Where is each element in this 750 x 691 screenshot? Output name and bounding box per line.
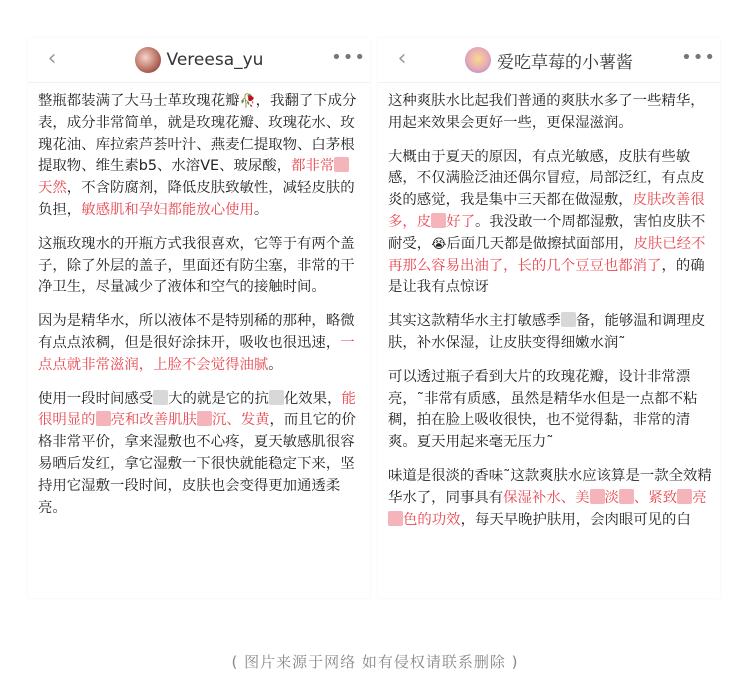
censored-char (677, 489, 692, 504)
censored-char (388, 511, 403, 526)
right-nav-bar (378, 38, 720, 83)
post-content (28, 83, 370, 519)
body-text: ，的确是让我有点惊讶 (388, 257, 705, 296)
emoji-icon: 😭 (431, 236, 447, 252)
highlight-text: 一点点就非常滋润，上脸不会觉得油腻 (38, 334, 355, 373)
paragraph (388, 367, 712, 454)
emoji-icon: 🥀 (239, 94, 256, 109)
censored-char (197, 411, 212, 426)
body-text: 。 (253, 201, 269, 218)
avatar[interactable] (465, 47, 491, 73)
highlight-text: 能很明显的 (38, 390, 356, 429)
paragraph (38, 311, 362, 376)
paragraph (388, 311, 712, 355)
body-text: ，我翻了下成分表，成分非常简单，就是玫瑰花瓣、玫瑰花水、玫瑰花油、库拉索芦荟叶汁、燕麦仁提取物、白茅根提取物、维生素b5、水溶VE、玻尿酸， (38, 93, 357, 175)
source-disclaimer: ( 图片来源于网络 如有侵权请联系删除 ) (231, 653, 519, 671)
body-text: 后面几天都是做擦拭面部用， (446, 235, 634, 252)
highlight-text: 亮 (692, 489, 707, 506)
paragraph (38, 389, 362, 520)
body-text: ，每天早晚护肤用，会肉眼可见的白 (460, 511, 691, 528)
body-text: ，而且它的价格非常平价，拿来湿敷也不心疼，夏天敏感肌很容易晒后发红，拿它湿敷一下很快就能稳定下来，坚持用它湿敷一段时间，皮肤也会变得更加通透柔亮。 (38, 412, 356, 516)
body-text: 。我没敢一个周都湿敷，害怕皮肤不耐受， (388, 213, 706, 252)
highlight-text: 淡 (604, 489, 619, 506)
censored-char (619, 489, 634, 504)
paragraph (38, 234, 362, 299)
more-dots-icon[interactable]: ••• (681, 47, 716, 68)
highlight-text: 色的功效 (403, 511, 461, 528)
censored-char (431, 213, 446, 228)
body-text: 整瓶都装满了大马士革玫瑰花瓣 (38, 93, 240, 109)
highlight-text: 都非常 (291, 158, 335, 175)
body-text: 味道是很淡的香味˜这款爽肤水应该算是一款全效精华水了，同事具有 (388, 467, 712, 506)
paragraph (388, 466, 712, 531)
censored-char (269, 390, 284, 405)
left-nav-bar (28, 38, 370, 83)
highlight-text: 、紧致 (633, 489, 678, 506)
highlight-text: 亮和改善肌肤 (110, 412, 197, 429)
username[interactable]: Vereesa_yu (166, 50, 264, 70)
username[interactable]: 爱吃草莓的小薯酱 (497, 52, 633, 73)
censored-char (96, 411, 111, 426)
body-text: 因为是精华水，所以液体不是特别稀的那种，略微有点点浓稠，但是很好涂抹开，吸收也很迅速， (38, 313, 355, 351)
censored-char (590, 489, 605, 504)
paragraph (388, 91, 712, 135)
body-text: 。 (268, 356, 283, 373)
highlight-text: 好了 (446, 213, 475, 230)
censored-char (153, 390, 168, 405)
highlight-text: 沉、发黄 (211, 412, 270, 429)
highlight-text: 敏感肌和孕妇都能放心使用 (81, 201, 254, 218)
more-dots-icon[interactable]: ••• (331, 47, 366, 68)
body-text: 可以透过瓶子看到大片的玫瑰花瓣，设计非常漂亮，˜非常有质感，虽然是精华水但是一点都不粘稠，拍在脸上吸收很快，也不觉得黏，非常的清爽。夏天用起来毫无压力˜ (388, 368, 698, 451)
highlight-text: 皮肤改善很多，皮 (388, 192, 705, 230)
body-text: 化效果， (283, 390, 342, 407)
body-text: 大概由于夏天的原因，有点光敏感，皮肤有些敏感，不仅满脸泛油还偶尔冒痘，局部泛红，有点皮炎的感觉，我是集中三天都在做湿敷， (388, 148, 705, 209)
right-post-panel (378, 38, 720, 598)
post-content (378, 83, 720, 531)
body-text: 这瓶玫瑰水的开瓶方式我很喜欢，它等于有两个盖子，除了外层的盖子，里面还有防尘塞，非常的干净卫生，尽量减少了液体和空气的接触时间。 (38, 235, 355, 296)
body-text: 大的就是它的抗 (168, 390, 269, 407)
chevron-left-icon[interactable]: ‹ (397, 46, 407, 71)
chevron-left-icon[interactable]: ‹ (47, 46, 57, 71)
censored-char (561, 312, 576, 327)
highlight-text: 皮肤已经不再那么容易出油了，长的几个豆豆也都消了 (388, 235, 706, 274)
avatar[interactable] (135, 47, 161, 73)
body-text: 使用一段时间感受 (38, 390, 154, 407)
body-text: 备，能够温和调理皮肤，补水保湿，让皮肤变得细嫩水润˜ (388, 313, 706, 351)
body-text: 这种爽肤水比起我们普通的爽肤水多了一些精华，用起来效果会更好一些，更保湿滋润。 (388, 93, 705, 131)
highlight-text: 保湿补水、美 (503, 489, 590, 506)
left-post-panel (28, 38, 370, 598)
body-text: ，不含防腐剂，降低皮肤致敏性，减轻皮肤的负担， (38, 180, 355, 218)
body-text: 其实这款精华水主打敏感季 (388, 313, 561, 330)
censored-char (334, 157, 349, 172)
highlight-text: 天然 (38, 180, 67, 197)
paragraph (388, 147, 712, 300)
paragraph (38, 91, 362, 222)
